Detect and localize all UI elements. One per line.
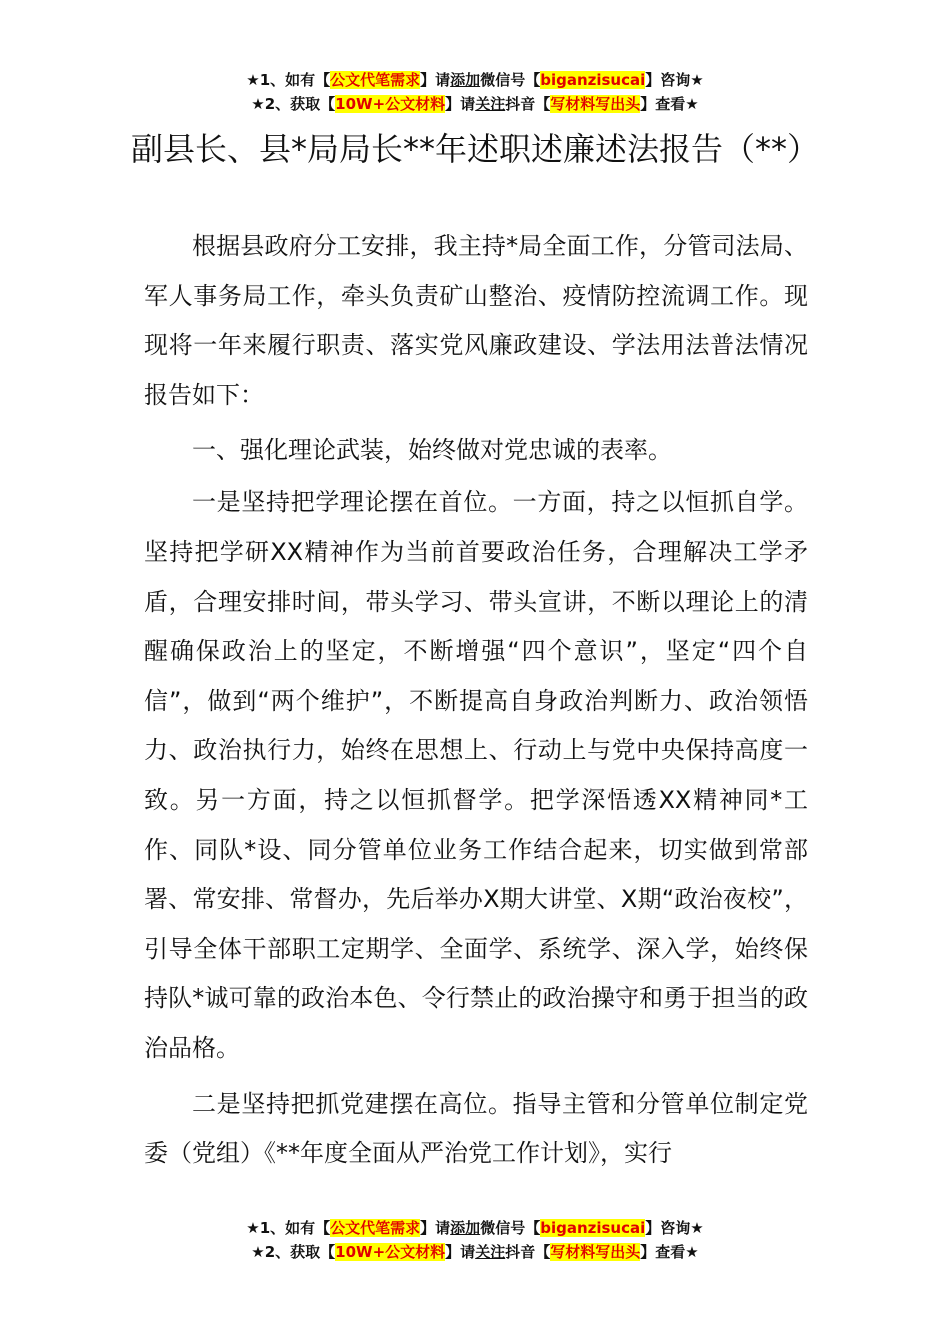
- document-title: 副县长、县*局局长**年述职述廉述法报告（**）: [130, 130, 819, 168]
- highlight-wechat-id: biganzisucai: [540, 1219, 646, 1237]
- section-heading: 一、强化理论武装，始终做对党忠诚的表率。: [192, 436, 672, 465]
- promo-line-1: ★1、如有【公文代笔需求】请添加微信号【biganzisucai】咨询★: [246, 71, 704, 89]
- highlight-materials: 10W+公文材料: [335, 1243, 446, 1261]
- highlight-douyin: 写材料写出头: [550, 95, 641, 113]
- body-paragraph: 二是坚持把抓党建摆在高位。指导主管和分管单位制定党委（党组）《**年度全面从严治党工作计划》，实行: [144, 1089, 808, 1168]
- promo-line-2: ★2、获取【10W+公文材料】请关注抖音【写材料写出头】查看★: [251, 95, 699, 113]
- highlight-service: 公文代笔需求: [330, 1219, 421, 1237]
- highlight-wechat-id: biganzisucai: [540, 71, 646, 89]
- star-icon: ★: [690, 1219, 704, 1237]
- highlight-materials: 10W+公文材料: [335, 95, 446, 113]
- promo-line-1: ★1、如有【公文代笔需求】请添加微信号【biganzisucai】咨询★: [246, 1219, 704, 1237]
- star-icon: ★: [685, 95, 699, 113]
- star-icon: ★: [251, 95, 265, 113]
- document-body: [144, 222, 808, 1179]
- star-icon: ★: [246, 1219, 260, 1237]
- highlight-service: 公文代笔需求: [330, 71, 421, 89]
- promo-banner-top: [0, 68, 950, 116]
- star-icon: ★: [685, 1243, 699, 1261]
- promo-banner-bottom: [0, 1216, 950, 1264]
- intro-paragraph: 根据县政府分工安排，我主持*局全面工作，分管司法局、军人事务局工作，牵头负责矿山整治、疫情防控流调工作。现现将一年来履行职责、落实党风廉政建设、学法用法普法情况报告如下：: [144, 232, 808, 409]
- promo-line-2: ★2、获取【10W+公文材料】请关注抖音【写材料写出头】查看★: [251, 1243, 699, 1261]
- star-icon: ★: [690, 71, 704, 89]
- body-paragraph: 一是坚持把学理论摆在首位。一方面，持之以恒抓自学。坚持把学研XX精神作为当前首要政治任务，合理解决工学矛盾，合理安排时间，带头学习、带头宣讲，不断以理论上的清醒确保政治上的坚定，不断增强“四个意识”，坚定“四个自信”，做到“两个维护”，不断提高自身政治判断力、政治领悟力、政治执行力，始终在思想上、行动上与党中央保持高度一致。另一方面，持之以恒抓督学。把学深悟透XX精神同*工作、同队*设、同分管单位业务工作结合起来，切实做到常部署、常安排、常督办，先后举办X期大讲堂、X期“政治夜校”，引导全体干部职工定期学、全面学、系统学、深入学，始终保持队*诚可靠的政治本色、令行禁止的政治操守和勇于担当的政治品格。: [144, 488, 808, 1062]
- star-icon: ★: [251, 1243, 265, 1261]
- star-icon: ★: [246, 71, 260, 89]
- highlight-douyin: 写材料写出头: [550, 1243, 641, 1261]
